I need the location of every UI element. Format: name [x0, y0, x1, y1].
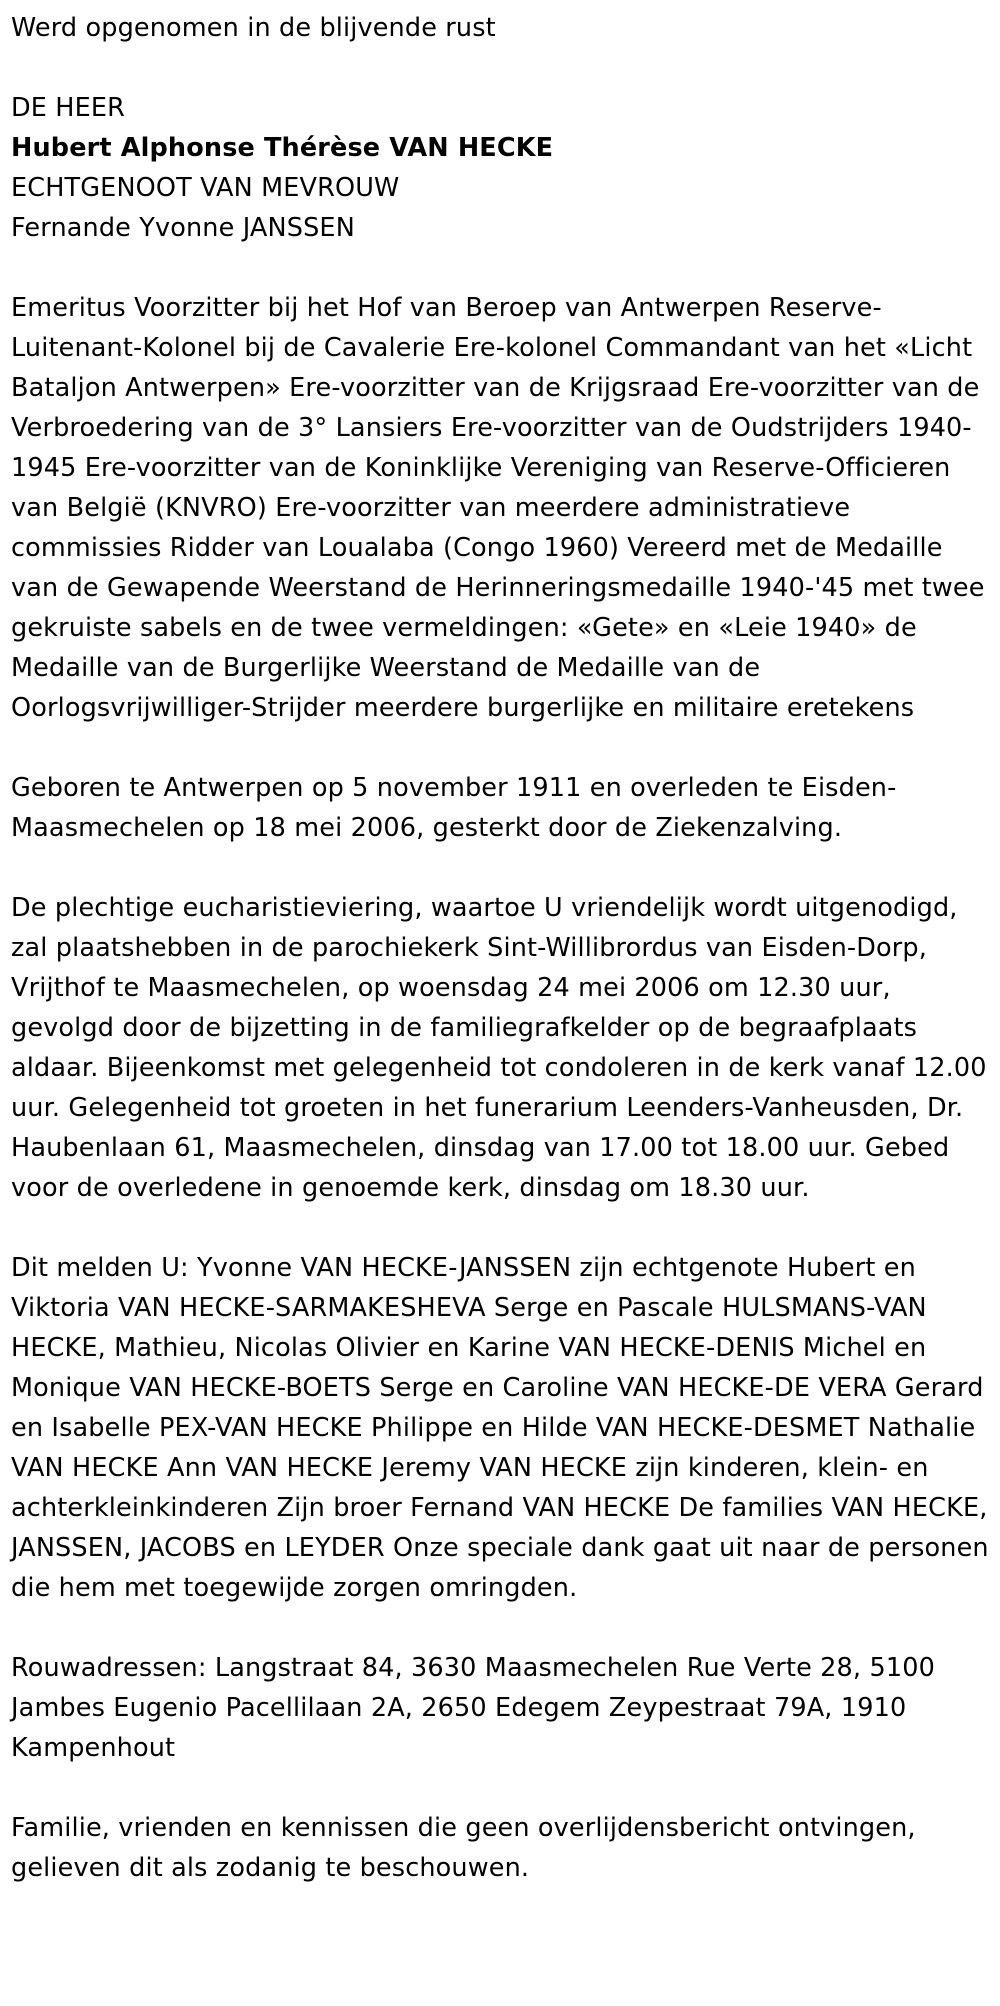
ceremony-paragraph: De plechtige eucharistieviering, waartoe U vriendelijk wordt uitgenodigd, zal plaatshebben in de parochiekerk Sint-Willibrordus van Eisden-Dorp, Vrijthof te Maasmechelen, op woensdag 24 mei 2006 om 12.30 uur, gevolgd door de bijzetting in de familiegrafkelder op de begraafplaats aldaar. Bijeenkomst met gelegenheid tot condoleren in de kerk vanaf 12.00 uur. Gelegenheid tot groeten in het funerarium Leenders-Vanheusden, Dr. Haubenlaan 61, Maasmechelen, dinsdag van 17.00 tot 18.00 uur. Gebed voor de overledene in genoemde kerk, dinsdag om 18.30 uur.	[11, 893, 987, 1203]
intro-line: Werd opgenomen in de blijvende rust	[11, 13, 496, 43]
closing-paragraph: Familie, vrienden en kennissen die geen overlijdensbericht ontvingen, gelieven dit als zodanig te beschouwen.	[11, 1813, 916, 1883]
addresses-paragraph: Rouwadressen: Langstraat 84, 3630 Maasmechelen Rue Verte 28, 5100 Jambes Eugenio Pacellilaan 2A, 2650 Edegem Zeypestraat 79A, 1910 Kampenhout	[11, 1653, 935, 1763]
honorific: DE HEER	[11, 93, 126, 123]
birth-death-paragraph: Geboren te Antwerpen op 5 november 1911 en overleden te Eisden-Maasmechelen op 18 mei 2006, gesterkt door de Ziekenzalving.	[11, 773, 897, 843]
deceased-name: Hubert Alphonse Thérèse VAN HECKE	[11, 133, 554, 163]
spouse-name: Fernande Yvonne JANSSEN	[11, 213, 355, 243]
spouse-intro: ECHTGENOOT VAN MEVROUW	[11, 173, 400, 203]
family-paragraph: Dit melden U: Yvonne VAN HECKE-JANSSEN zijn echtgenote Hubert en Viktoria VAN HECKE-SARMAKESHEVA Serge en Pascale HULSMANS-VAN HECKE, Mathieu, Nicolas Olivier en Karine VAN HECKE-DENIS Michel en Monique VAN HECKE-BOETS Serge en Caroline VAN HECKE-DE VERA Gerard en Isabelle PEX-VAN HECKE Philippe en Hilde VAN HECKE-DESMET Nathalie VAN HECKE Ann VAN HECKE Jeremy VAN HECKE zijn kinderen, klein- en achterkleinkinderen Zijn broer Fernand VAN HECKE De families VAN HECKE, JANSSEN, JACOBS en LEYDER Onze speciale dank gaat uit naar de personen die hem met toegewijde zorgen omringden.	[11, 1253, 989, 1603]
death-notice	[11, 8, 995, 1888]
titles-paragraph: Emeritus Voorzitter bij het Hof van Beroep van Antwerpen Reserve-Luitenant-Kolonel bij de Cavalerie Ere-kolonel Commandant van het «Licht Bataljon Antwerpen» Ere-voorzitter van de Krijgsraad Ere-voorzitter van de Verbroedering van de 3° Lansiers Ere-voorzitter van de Oudstrijders 1940-1945 Ere-voorzitter van de Koninklijke Vereniging van Reserve-Officieren van België (KNVRO) Ere-voorzitter van meerdere administratieve commissies Ridder van Loualaba (Congo 1960) Vereerd met de Medaille van de Gewapende Weerstand de Herinneringsmedaille 1940-'45 met twee gekruiste sabels en de twee vermeldingen: «Gete» en «Leie 1940» de Medaille van de Burgerlijke Weerstand de Medaille van de Oorlogsvrijwilliger-Strijder meerdere burgerlijke en militaire eretekens	[11, 293, 985, 723]
